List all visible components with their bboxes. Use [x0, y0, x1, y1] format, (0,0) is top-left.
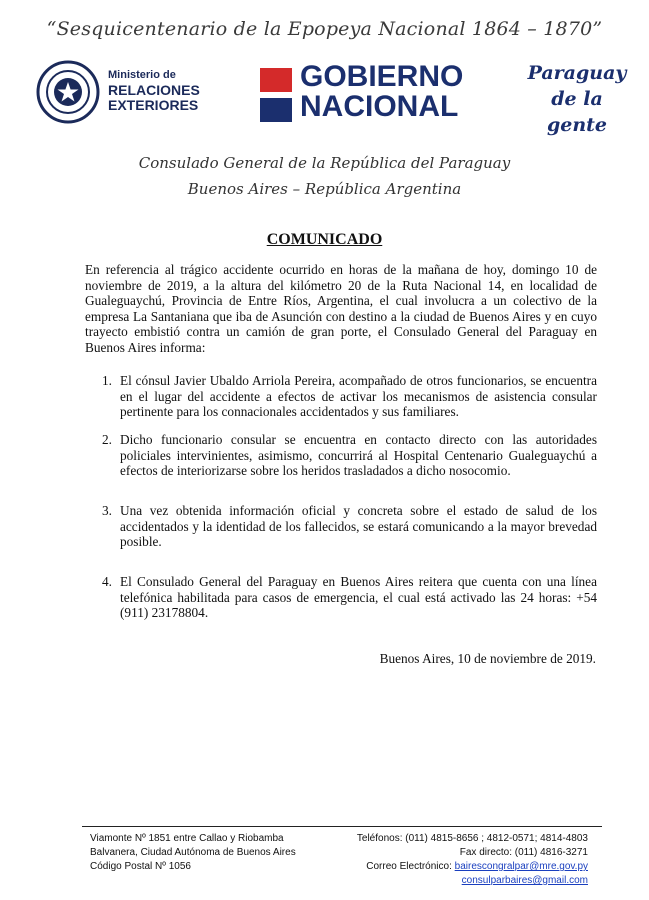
list-item-text: El Consulado General del Paraguay en Buenos Aires reitera que cuenta con una línea telefónica habilitada para casos de emergencia, el cual está activado las 24 horas: +54 (911) 23178804.: [120, 574, 597, 620]
document-title: COMUNICADO: [266, 231, 383, 248]
address-line-2: Balvanera, Ciudad Autónoma de Buenos Aires: [90, 847, 296, 858]
list-item-text: Una vez obtenida información oficial y concreta sobre el estado de salud de los accidentados y la identidad de los fallecidos, se estará comunicando a la mayor brevedad posible.: [120, 503, 597, 549]
email-label: Correo Electrónico:: [366, 861, 455, 872]
government-wordmark: [300, 62, 500, 122]
list-item-number: 3.: [102, 503, 112, 518]
postal-code: Código Postal Nº 1056: [90, 861, 191, 872]
list-item-text: Dicho funcionario consular se encuentra en contacto directo con las autoridades policiales intervinientes, asimismo, concurrirá al Hospital Centenario Gualeguaychú a efectos de interiorizarse sobre los heridos trasladados a dicho nosocomio.: [120, 432, 597, 478]
footer-contact: [330, 832, 588, 888]
phone-numbers: Teléfonos: (011) 4815-8656 ; 4812-0571; 4814-4803: [356, 833, 588, 844]
consulate-line-2: Buenos Aires – República Argentina: [187, 180, 462, 198]
ministry-line-2: RELACIONES: [108, 82, 200, 98]
email-row-secondary: [330, 874, 588, 888]
ministry-line-1: Ministerio de: [108, 69, 176, 81]
footer-address: [90, 832, 350, 874]
list-item-number: 1.: [102, 373, 112, 388]
footer-divider: [82, 826, 602, 827]
slogan-line-1: Paraguay: [527, 62, 627, 84]
fax-number: Fax directo: (011) 4816-3271: [459, 847, 588, 858]
ministry-name: [108, 68, 218, 113]
national-seal-logo: [36, 60, 100, 124]
list-item-number: 2.: [102, 432, 112, 447]
ministry-line-3: EXTERIORES: [108, 97, 199, 113]
signoff-date: Buenos Aires, 10 de noviembre de 2019.: [379, 651, 596, 666]
government-line-1: GOBIERNO: [300, 60, 464, 93]
list-item: [102, 503, 597, 550]
email-link-primary[interactable]: bairescongralpar@mre.gov.py: [454, 861, 588, 872]
slogan-line-2: de la gente: [546, 88, 608, 136]
list-item: [102, 574, 597, 621]
email-row: [330, 860, 588, 874]
consulate-heading: [0, 150, 649, 202]
list-item-text: El cónsul Javier Ubaldo Arriola Pereira, acompañado de otros funcionarios, se encuentra en el lugar del accidente a efectos de activar los mecanismos de asistencia consular pertinente para los connacionales accidentados y sus familiares.: [120, 373, 597, 419]
list-item-number: 4.: [102, 574, 112, 589]
slogan-logo: [522, 60, 632, 138]
list-item: [102, 373, 597, 420]
motto-header: “Sesquicentenario de la Epopeya Nacional 1864 – 1870”: [46, 18, 603, 40]
consulate-line-1: Consulado General de la República del Paraguay: [138, 154, 511, 172]
list-item: [102, 432, 597, 479]
government-line-2: NACIONAL: [300, 90, 459, 123]
address-line-1: Viamonte Nº 1851 entre Callao y Riobamba: [90, 833, 284, 844]
government-flag-logo: [258, 66, 294, 124]
intro-paragraph: En referencia al trágico accidente ocurrido en horas de la mañana de hoy, domingo 10 de noviembre de 2019, a la altura del kilómetro 20 de la Ruta Nacional 14, en localidad de Gualeguaychú, Provincia de Entre Ríos, Argentina, el cual involucra a un colectivo de la empresa La Santaniana que iba de Asunción con destino a la ciudad de Buenos Aires y en cuyo trayecto embistió contra un camión de gran porte, el Consulado General del Paraguay en Buenos Aires informa:: [85, 262, 597, 355]
email-link-secondary[interactable]: consulparbaires@gmail.com: [461, 875, 588, 886]
